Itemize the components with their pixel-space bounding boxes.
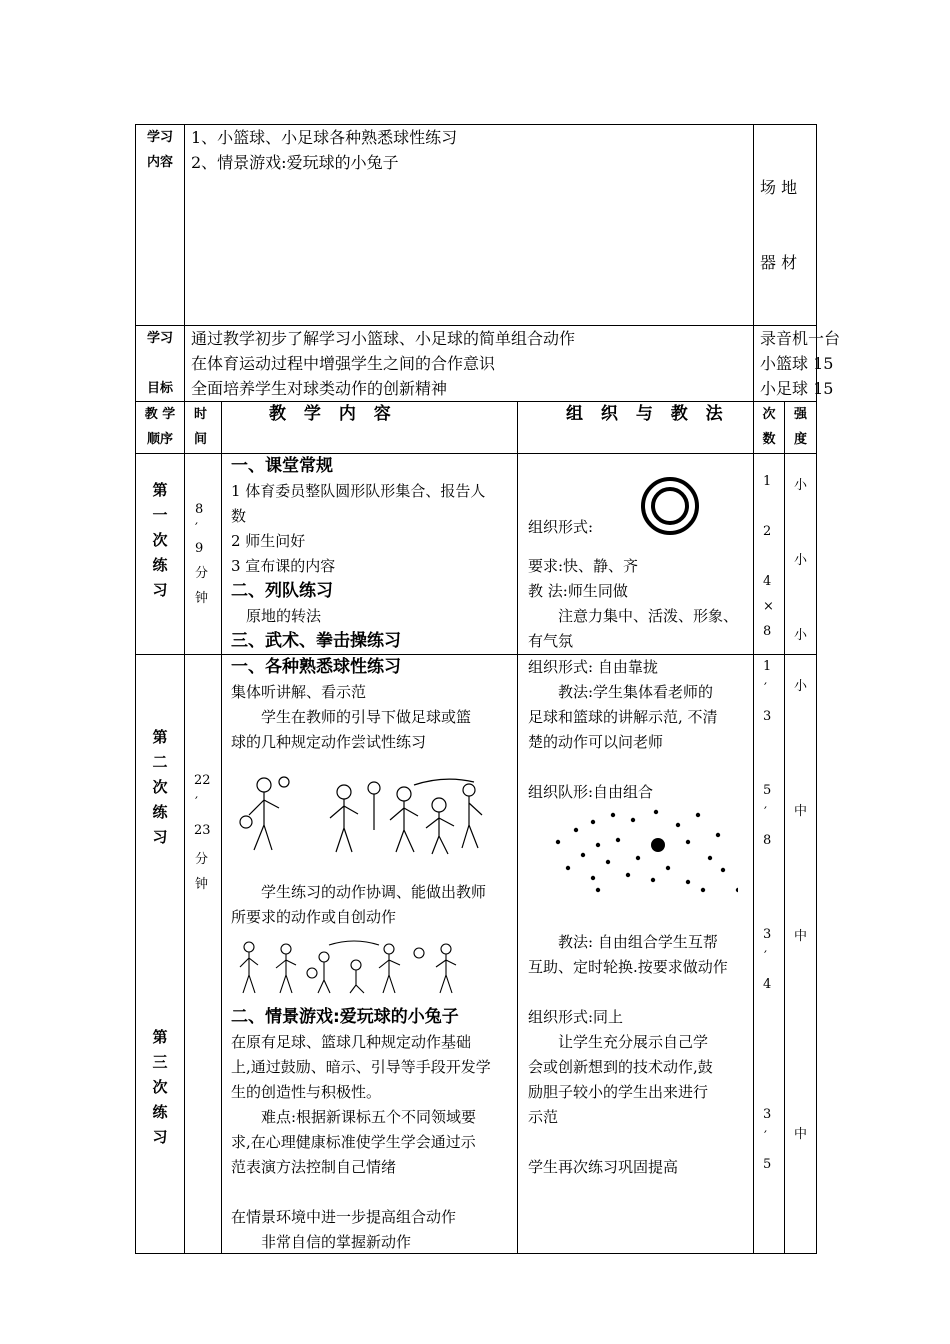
method-line: 足球和篮球的讲解示范, 不清 — [528, 708, 718, 726]
content-line: 求,在心理健康标准使学生学会通过示 — [231, 1133, 476, 1151]
intensity-text: 中 — [794, 804, 808, 819]
method-line: 教法: 自由组合学生互帮 — [558, 933, 718, 951]
section-heading: 一、课堂常规 — [231, 456, 333, 476]
lesson-plan-table — [135, 124, 841, 1254]
order-char: 次 — [152, 1078, 168, 1096]
header-text: 间 — [194, 432, 208, 447]
order-char: 第 — [152, 1028, 168, 1046]
header-text: 强 — [793, 407, 807, 422]
goal-line: 全面培养学生对球类动作的创新精神 — [191, 379, 448, 398]
intensity-text: 中 — [794, 929, 808, 944]
label-line: 目标 — [146, 381, 173, 396]
method-line: 教法:学生集体看老师的 — [558, 683, 714, 701]
time-text: 钟 — [195, 877, 209, 892]
content-line: 2 师生问好 — [231, 532, 306, 550]
order-char: 习 — [152, 581, 168, 599]
order-char: 二 — [152, 753, 168, 771]
method-line: 组织队形:自由组合 — [528, 783, 654, 801]
equipment-list — [754, 326, 841, 402]
content-line: 学生在教师的引导下做足球或篮 — [261, 708, 472, 726]
method-line: 互助、定时轮换.按要求做动作 — [528, 958, 728, 976]
method-line: 让学生充分展示自己学 — [558, 1033, 709, 1051]
content-line: 2、情景游戏:爱玩球的小兔子 — [191, 153, 399, 172]
count-text: ′ — [764, 949, 767, 964]
content-line: 生的创造性与积极性。 — [231, 1083, 382, 1101]
intensity-text: 小 — [794, 679, 808, 694]
content-line: 1 体育委员整队圆形队形集合、报告人 — [231, 482, 486, 500]
header-text: 数 — [762, 432, 776, 447]
section-2-counts — [754, 655, 785, 1254]
method-line: 组织形式:同上 — [528, 1008, 624, 1026]
content-line: 在情景环境中进一步提高组合动作 — [231, 1208, 457, 1226]
count-text: 8 — [763, 833, 772, 848]
count-text: 5 — [763, 783, 772, 798]
section-1-time — [185, 454, 222, 655]
count-text: 1 — [763, 474, 772, 489]
count-text: 5 — [763, 1157, 772, 1172]
equipment-item: 小足球 15 — [760, 379, 834, 398]
header-text: 顺序 — [146, 432, 173, 447]
time-text: 22 — [194, 773, 211, 788]
time-text: 分 — [195, 852, 209, 867]
venue-equipment-label — [754, 125, 817, 326]
header-content — [222, 402, 518, 454]
content-line: 原地的转法 — [246, 607, 322, 625]
learning-content-text — [185, 125, 754, 326]
section-2-row — [136, 655, 817, 1254]
header-text: 教 学 — [144, 407, 176, 422]
order-char: 三 — [152, 1053, 168, 1071]
content-line: 范表演方法控制自己情绪 — [231, 1158, 397, 1176]
method-line: 组织形式: 自由靠拢 — [528, 658, 658, 676]
learning-content-label — [136, 125, 185, 326]
count-text: × — [763, 599, 774, 614]
header-text: 次 — [762, 407, 776, 422]
order-char: 练 — [152, 1103, 168, 1121]
content-line: 数 — [231, 507, 247, 525]
header-text: 度 — [793, 432, 807, 447]
count-text: 8 — [763, 624, 772, 639]
section-1-content — [222, 454, 518, 655]
section-2-intensity — [785, 655, 817, 1254]
equipment-label: 器 材 — [760, 253, 798, 272]
header-intensity — [785, 402, 817, 454]
header-times — [754, 402, 785, 454]
content-line: 上,通过鼓励、暗示、引导等手段开发学 — [231, 1058, 491, 1076]
header-text: 组 织 与 教 法 — [566, 404, 729, 424]
count-text: 4 — [763, 977, 772, 992]
time-text: ′ — [195, 795, 198, 810]
header-order — [136, 402, 185, 454]
header-text: 教 学 内 容 — [269, 404, 397, 424]
time-text: ′ — [195, 521, 198, 536]
time-text: 分 — [195, 566, 209, 581]
section-1-row — [136, 454, 817, 655]
section-2-order — [136, 655, 185, 1254]
method-line: 教 法:师生同做 — [528, 582, 628, 600]
count-text: 3 — [763, 709, 772, 724]
section-2-time — [185, 655, 222, 1254]
order-char: 练 — [152, 803, 168, 821]
method-line: 有气氛 — [528, 632, 574, 650]
section-1-counts — [754, 454, 785, 655]
count-text: ′ — [764, 1129, 767, 1144]
section-heading: 二、情景游戏:爱玩球的小兔子 — [231, 1007, 459, 1027]
content-line: 在原有足球、篮球几种规定动作基础 — [231, 1033, 472, 1051]
section-1-order — [136, 454, 185, 655]
content-line: 难点:根据新课标五个不同领域要 — [261, 1108, 477, 1126]
content-line: 非常自信的掌握新动作 — [261, 1233, 412, 1251]
content-line: 集体听讲解、看示范 — [231, 683, 367, 701]
method-line: 注意力集中、活泼、形象、 — [558, 607, 739, 625]
count-text: 4 — [763, 574, 772, 589]
count-text: 2 — [763, 524, 772, 539]
order-char: 习 — [152, 1128, 168, 1146]
learning-goals-row — [136, 326, 817, 402]
count-text: 1 — [763, 659, 772, 674]
label-line: 学习 — [146, 130, 173, 145]
order-char: 一 — [152, 506, 168, 524]
section-heading: 二、列队练习 — [231, 581, 333, 601]
header-time — [185, 402, 222, 454]
goal-line: 通过教学初步了解学习小篮球、小足球的简单组合动作 — [191, 329, 576, 348]
time-text: 23 — [194, 823, 211, 838]
method-line: 要求:快、静、齐 — [528, 557, 639, 575]
intensity-text: 小 — [794, 478, 808, 493]
table-header-row — [136, 402, 817, 454]
method-line: 学生再次练习巩固提高 — [528, 1158, 679, 1176]
section-2-content — [222, 655, 518, 1254]
intensity-text: 小 — [794, 628, 808, 643]
content-line: 所要求的动作或自创动作 — [231, 908, 397, 926]
free-practice-illustration — [234, 935, 474, 997]
order-char: 第 — [152, 481, 168, 499]
content-line: 3 宣布课的内容 — [231, 557, 336, 575]
order-char: 习 — [152, 828, 168, 846]
venue-label: 场 地 — [760, 178, 798, 197]
count-text: 3 — [763, 927, 772, 942]
header-text: 时 — [194, 407, 208, 422]
method-line: 组织形式: — [528, 518, 594, 536]
content-line: 球的几种规定动作尝试性练习 — [231, 733, 427, 751]
section-2-method — [518, 655, 754, 1254]
time-text: 钟 — [195, 591, 209, 606]
method-line: 示范 — [528, 1108, 559, 1126]
order-char: 次 — [152, 531, 168, 549]
order-char: 练 — [152, 556, 168, 574]
intensity-text: 小 — [794, 553, 808, 568]
learning-content-row — [136, 125, 817, 326]
section-1-method — [518, 454, 754, 655]
section-heading: 三、武术、拳击操练习 — [231, 631, 401, 651]
method-line: 会或创新想到的技术动作,鼓 — [528, 1058, 713, 1076]
section-heading: 一、各种熟悉球性练习 — [231, 657, 401, 677]
method-line: 楚的动作可以问老师 — [528, 733, 664, 751]
equipment-item: 小篮球 15 — [760, 354, 834, 373]
learning-goals-text — [185, 326, 754, 402]
label-line: 学习 — [146, 331, 173, 346]
section-1-intensity — [785, 454, 817, 655]
count-text: ′ — [764, 805, 767, 820]
header-method — [518, 402, 754, 454]
goal-line: 在体育运动过程中增强学生之间的合作意识 — [191, 354, 496, 373]
label-line: 内容 — [146, 155, 173, 170]
count-text: ′ — [764, 681, 767, 696]
order-char: 第 — [152, 728, 168, 746]
time-text: 9 — [195, 541, 204, 556]
order-char: 次 — [152, 778, 168, 796]
ball-practice-illustration — [234, 770, 494, 860]
free-formation-diagram — [538, 800, 738, 895]
method-line: 励胆子较小的学生出来进行 — [528, 1083, 709, 1101]
count-text: 3 — [763, 1107, 772, 1122]
content-line: 学生练习的动作协调、能做出教师 — [261, 883, 487, 901]
time-text: 8 — [195, 502, 204, 517]
intensity-text: 中 — [794, 1127, 808, 1142]
circle-formation-icon — [638, 474, 702, 538]
content-line: 1、小篮球、小足球各种熟悉球性练习 — [191, 128, 458, 147]
learning-goals-label — [136, 326, 185, 402]
equipment-item: 录音机一台 — [760, 329, 841, 348]
